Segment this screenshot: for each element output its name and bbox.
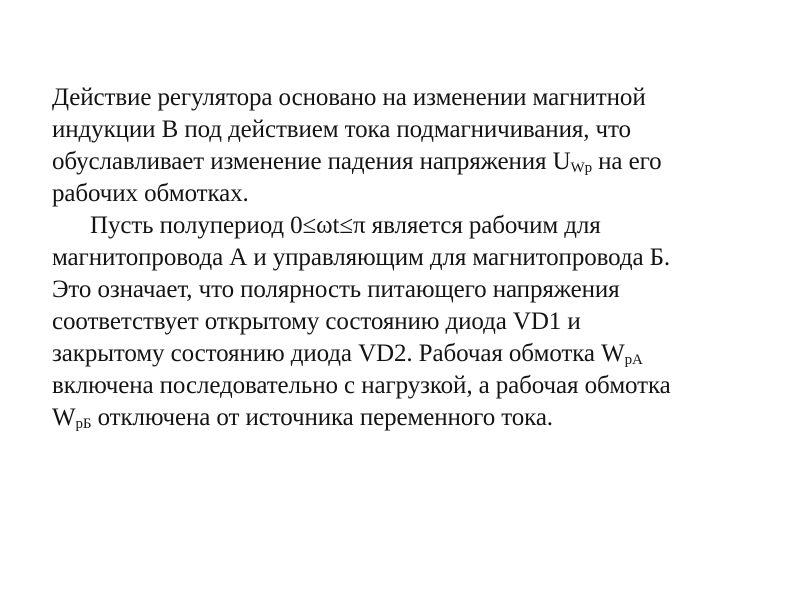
body-text [52, 82, 772, 434]
text-span: индукции В под действием тока подмагничивания, что [52, 116, 631, 143]
text-span: W [52, 404, 76, 431]
subscript-pa: pA [624, 352, 643, 368]
paragraph-2-line-6 [52, 370, 772, 402]
text-span: магнитопровода А и управляющим для магнитопровода Б. [52, 244, 671, 271]
text-span: обуславливает изменение падения напряжения U [52, 148, 571, 175]
paragraph-1-line-4 [52, 178, 772, 210]
subscript-pb: pБ [75, 416, 92, 432]
paragraph-2-line-4 [52, 306, 772, 338]
paragraph-1-line-2 [52, 114, 772, 146]
text-span: Действие регулятора основано на изменении магнитной [52, 84, 646, 111]
text-span: включена последовательно с нагрузкой, а рабочая обмотка [52, 372, 671, 399]
paragraph-2-line-7 [52, 402, 772, 434]
paragraph-2-line-2 [52, 242, 772, 274]
paragraph-1-line-1 [52, 82, 772, 114]
paragraph-2-line-3 [52, 274, 772, 306]
paragraph-2-line-1 [52, 210, 772, 242]
text-span: закрытому состоянию диода VD2. Рабочая обмотка W [52, 340, 625, 367]
paragraph-1-line-3 [52, 146, 772, 178]
text-span: Пусть полупериод 0≤ωt≤π является рабочим для [90, 212, 601, 239]
text-span: Это означает, что полярность питающего напряжения [52, 276, 620, 303]
subscript-wp: Wp [570, 160, 592, 176]
text-span: на его [592, 148, 662, 175]
text-span: рабочих обмотках. [52, 180, 249, 207]
text-span: соответствует открытому состоянию диода VD1 и [52, 308, 581, 335]
paragraph-2-line-5 [52, 338, 772, 370]
text-span: отключена от источника переменного тока. [91, 404, 553, 431]
